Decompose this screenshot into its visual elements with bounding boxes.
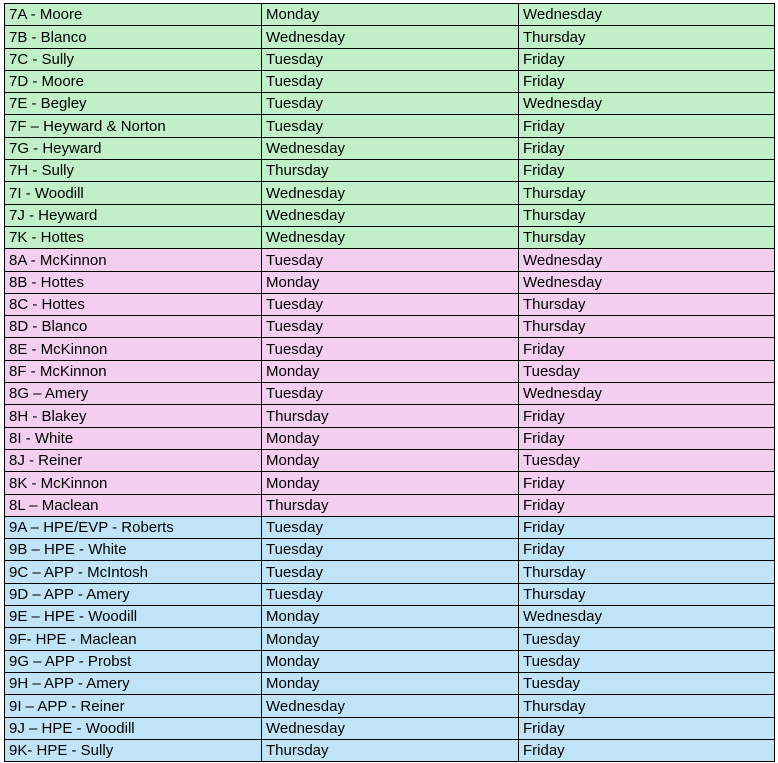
table-row	[5, 160, 775, 182]
first-day-cell: Wednesday	[262, 717, 519, 739]
table-row	[5, 360, 775, 382]
second-day-cell: Tuesday	[519, 360, 775, 382]
first-day-cell: Tuesday	[262, 539, 519, 561]
table-row	[5, 516, 775, 538]
table-row	[5, 739, 775, 761]
first-day-cell: Thursday	[262, 494, 519, 516]
table-row	[5, 405, 775, 427]
second-day-cell: Thursday	[519, 293, 775, 315]
second-day-cell: Tuesday	[519, 628, 775, 650]
class-cell: 7D - Moore	[5, 70, 262, 92]
table-row	[5, 338, 775, 360]
class-cell: 8F - McKinnon	[5, 360, 262, 382]
class-cell: 8G – Amery	[5, 383, 262, 405]
class-cell: 9C – APP - McIntosh	[5, 561, 262, 583]
class-cell: 9J – HPE - Woodill	[5, 717, 262, 739]
first-day-cell: Tuesday	[262, 115, 519, 137]
table-row	[5, 93, 775, 115]
first-day-cell: Monday	[262, 606, 519, 628]
class-cell: 7E - Begley	[5, 93, 262, 115]
class-cell: 8L – Maclean	[5, 494, 262, 516]
table-row	[5, 137, 775, 159]
class-cell: 8E - McKinnon	[5, 338, 262, 360]
first-day-cell: Thursday	[262, 739, 519, 761]
second-day-cell: Wednesday	[519, 249, 775, 271]
table-row	[5, 695, 775, 717]
second-day-cell: Thursday	[519, 26, 775, 48]
class-cell: 7G - Heyward	[5, 137, 262, 159]
first-day-cell: Tuesday	[262, 48, 519, 70]
first-day-cell: Monday	[262, 427, 519, 449]
table-row	[5, 204, 775, 226]
table-row	[5, 539, 775, 561]
class-cell: 8A - McKinnon	[5, 249, 262, 271]
class-cell: 8B - Hottes	[5, 271, 262, 293]
table-row	[5, 383, 775, 405]
first-day-cell: Monday	[262, 4, 519, 26]
first-day-cell: Tuesday	[262, 338, 519, 360]
class-cell: 7J - Heyward	[5, 204, 262, 226]
first-day-cell: Monday	[262, 628, 519, 650]
class-cell: 7I - Woodill	[5, 182, 262, 204]
table-row	[5, 48, 775, 70]
table-row	[5, 449, 775, 471]
table-row	[5, 4, 775, 26]
second-day-cell: Thursday	[519, 316, 775, 338]
second-day-cell: Friday	[519, 405, 775, 427]
second-day-cell: Friday	[519, 494, 775, 516]
first-day-cell: Tuesday	[262, 561, 519, 583]
second-day-cell: Friday	[519, 137, 775, 159]
second-day-cell: Wednesday	[519, 271, 775, 293]
first-day-cell: Tuesday	[262, 316, 519, 338]
second-day-cell: Friday	[519, 739, 775, 761]
second-day-cell: Friday	[519, 427, 775, 449]
second-day-cell: Wednesday	[519, 383, 775, 405]
first-day-cell: Tuesday	[262, 516, 519, 538]
table-row	[5, 26, 775, 48]
table-row	[5, 427, 775, 449]
second-day-cell: Wednesday	[519, 4, 775, 26]
class-cell: 8H - Blakey	[5, 405, 262, 427]
class-cell: 8K - McKinnon	[5, 472, 262, 494]
first-day-cell: Wednesday	[262, 182, 519, 204]
class-cell: 7B - Blanco	[5, 26, 262, 48]
class-cell: 9F- HPE - Maclean	[5, 628, 262, 650]
table-row	[5, 672, 775, 694]
class-cell: 8I - White	[5, 427, 262, 449]
second-day-cell: Tuesday	[519, 449, 775, 471]
table-row	[5, 226, 775, 248]
first-day-cell: Monday	[262, 472, 519, 494]
second-day-cell: Thursday	[519, 204, 775, 226]
table-row	[5, 115, 775, 137]
table-row	[5, 249, 775, 271]
first-day-cell: Monday	[262, 650, 519, 672]
first-day-cell: Tuesday	[262, 249, 519, 271]
class-cell: 7A - Moore	[5, 4, 262, 26]
class-cell: 9K- HPE - Sully	[5, 739, 262, 761]
class-cell: 9I – APP - Reiner	[5, 695, 262, 717]
first-day-cell: Wednesday	[262, 137, 519, 159]
second-day-cell: Friday	[519, 338, 775, 360]
class-cell: 9A – HPE/EVP - Roberts	[5, 516, 262, 538]
first-day-cell: Thursday	[262, 405, 519, 427]
class-cell: 7H - Sully	[5, 160, 262, 182]
table-row	[5, 472, 775, 494]
table-row	[5, 293, 775, 315]
first-day-cell: Wednesday	[262, 204, 519, 226]
first-day-cell: Monday	[262, 449, 519, 471]
second-day-cell: Wednesday	[519, 606, 775, 628]
second-day-cell: Tuesday	[519, 672, 775, 694]
second-day-cell: Friday	[519, 717, 775, 739]
first-day-cell: Monday	[262, 360, 519, 382]
schedule-table-body	[5, 4, 775, 762]
first-day-cell: Monday	[262, 271, 519, 293]
class-cell: 8D - Blanco	[5, 316, 262, 338]
class-cell: 8C - Hottes	[5, 293, 262, 315]
class-cell: 8J - Reiner	[5, 449, 262, 471]
second-day-cell: Wednesday	[519, 93, 775, 115]
table-row	[5, 271, 775, 293]
class-cell: 9H – APP - Amery	[5, 672, 262, 694]
second-day-cell: Thursday	[519, 695, 775, 717]
table-row	[5, 494, 775, 516]
table-row	[5, 561, 775, 583]
table-row	[5, 650, 775, 672]
table-row	[5, 606, 775, 628]
second-day-cell: Thursday	[519, 583, 775, 605]
class-cell: 9D – APP - Amery	[5, 583, 262, 605]
second-day-cell: Thursday	[519, 561, 775, 583]
second-day-cell: Friday	[519, 472, 775, 494]
first-day-cell: Tuesday	[262, 583, 519, 605]
table-row	[5, 70, 775, 92]
table-row	[5, 182, 775, 204]
second-day-cell: Thursday	[519, 226, 775, 248]
class-cell: 7C - Sully	[5, 48, 262, 70]
table-row	[5, 583, 775, 605]
second-day-cell: Friday	[519, 70, 775, 92]
first-day-cell: Wednesday	[262, 226, 519, 248]
second-day-cell: Friday	[519, 539, 775, 561]
class-schedule-table	[4, 3, 775, 762]
first-day-cell: Tuesday	[262, 383, 519, 405]
first-day-cell: Tuesday	[262, 293, 519, 315]
table-row	[5, 316, 775, 338]
second-day-cell: Thursday	[519, 182, 775, 204]
class-cell: 9E – HPE - Woodill	[5, 606, 262, 628]
class-cell: 9B – HPE - White	[5, 539, 262, 561]
table-row	[5, 628, 775, 650]
second-day-cell: Friday	[519, 516, 775, 538]
first-day-cell: Tuesday	[262, 93, 519, 115]
first-day-cell: Wednesday	[262, 695, 519, 717]
second-day-cell: Friday	[519, 115, 775, 137]
second-day-cell: Tuesday	[519, 650, 775, 672]
second-day-cell: Friday	[519, 160, 775, 182]
class-cell: 9G – APP - Probst	[5, 650, 262, 672]
first-day-cell: Thursday	[262, 160, 519, 182]
first-day-cell: Tuesday	[262, 70, 519, 92]
first-day-cell: Wednesday	[262, 26, 519, 48]
table-row	[5, 717, 775, 739]
class-cell: 7F – Heyward & Norton	[5, 115, 262, 137]
second-day-cell: Friday	[519, 48, 775, 70]
first-day-cell: Monday	[262, 672, 519, 694]
class-cell: 7K - Hottes	[5, 226, 262, 248]
